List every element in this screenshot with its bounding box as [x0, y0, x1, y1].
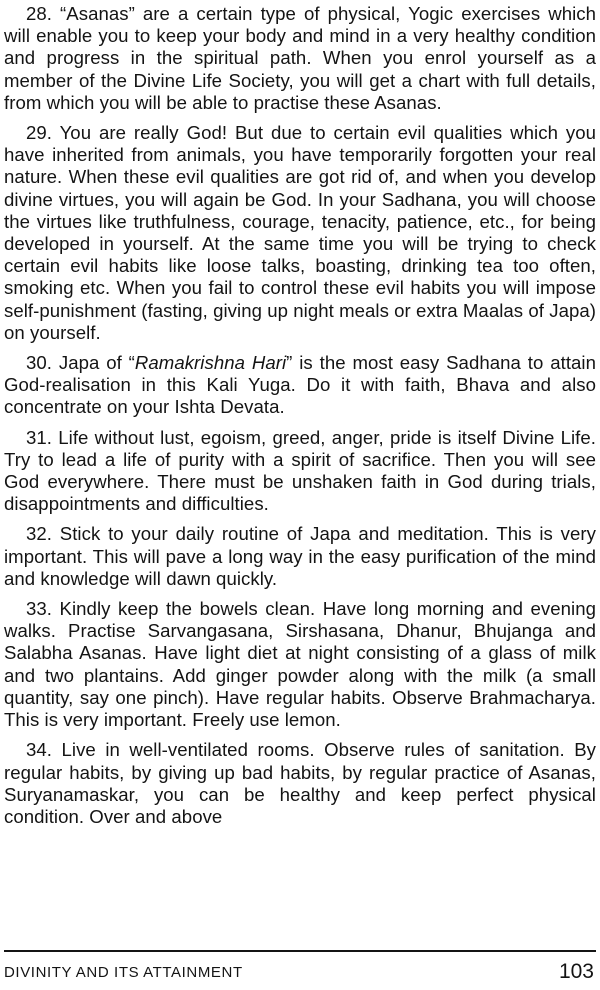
paragraph-30: [4, 352, 596, 419]
paragraph-32: 32. Stick to your daily routine of Japa and meditation. This is very important. This will pave a long way in the easy purification of the mind and knowledge will dawn quickly.: [4, 523, 596, 589]
paragraph-28: 28. “Asanas” are a certain type of physical, Yogic exercises which will enable you to keep your body and mind in a very healthy condition and progress in the spiritual path. When you enrol yourself as a member of the Divine Life Society, you will get a chart with full details, from which you will be able to practise these Asanas.: [4, 3, 596, 113]
running-head: DIVINITY AND ITS ATTAINMENT: [4, 964, 243, 981]
paragraph-31: 31. Life without lust, egoism, greed, anger, pride is itself Divine Life. Try to lead a life of purity with a spirit of sacrifice. Then you will see God everywhere. There must be unshaken faith in God during trials, disappointments and difficulties.: [4, 426, 596, 515]
page-number: 103: [558, 960, 594, 983]
paragraph-34: 34. Live in well-ventilated rooms. Observe rules of sanitation. By regular habits, by giving up bad habits, by regular practice of Asanas, Suryanamaskar, you can be healthy and keep perfect physical condition. Over and above: [4, 739, 596, 827]
mantra-emphasis: Ramakrishna Hari: [134, 352, 287, 374]
paragraph-30-rest: ” is the most easy Sadhana to attain God-realisation in this Kali Yuga. Do it with faith, Bhava and also concentrate on your Ishta Devata.: [4, 352, 596, 418]
page-footer: [4, 960, 596, 986]
body-text: [4, 3, 596, 836]
paragraph-33: 33. Kindly keep the bowels clean. Have long morning and evening walks. Practise Sarvangasana, Sirshasana, Dhanur, Bhujanga and Salabha Asanas. Have light diet at night consisting of a glass of milk and two plantains. Add ginger powder along with the milk (a small quantity, say one pinch). Have regular habits. Observe Brahmacharya. This is very important. Freely use lemon.: [4, 598, 596, 731]
footer-rule: [4, 950, 596, 952]
paragraph-29: 29. You are really God! But due to certain evil qualities which you have inherited from animals, you have temporarily forgotten your real nature. When these evil qualities are got rid of, and when you develop divine virtues, you will again be God. In your Sadhana, you will choose the virtues like truthfulness, courage, tenacity, patience, etc., for being developed in yourself. At the same time you will be trying to check certain evil habits like loose talks, boasting, drinking tea too often, smoking etc. When you fail to control these evil habits you will impose self-punishment (fasting, giving up night meals or extra Maalas of Japa) on yourself.: [4, 122, 596, 343]
paragraph-30-lead: 30. Japa of “: [26, 352, 135, 374]
